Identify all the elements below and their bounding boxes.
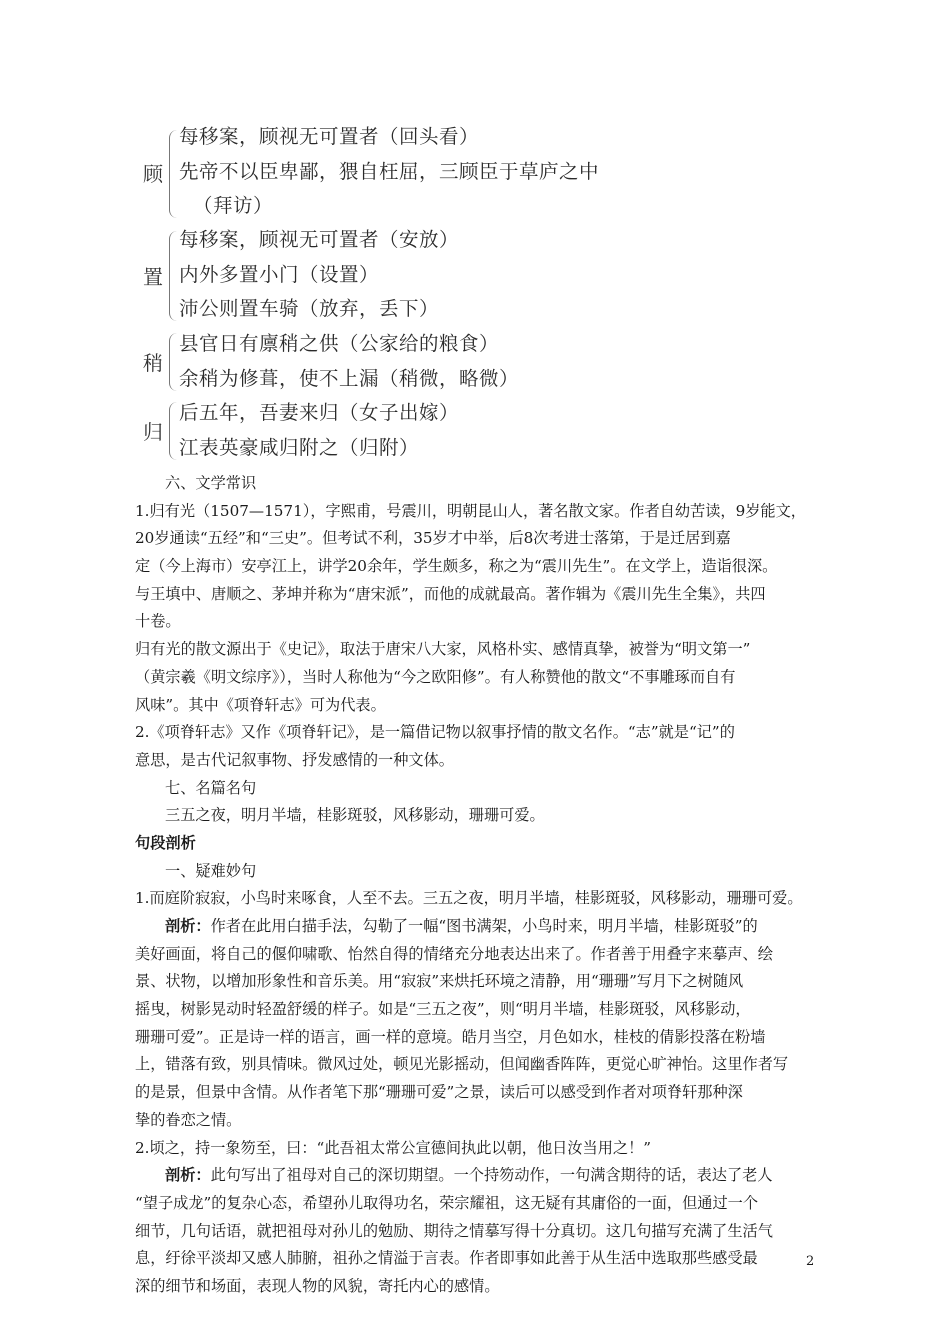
- text-line: 风味”。其中《项脊轩志》可为代表。: [135, 695, 386, 714]
- vocab-line: 江表英豪咸归附之（归附）: [179, 435, 420, 459]
- vocab-line: 每移案，顾视无可置者（安放）: [179, 228, 460, 251]
- text-line: 上，错落有致，别具情味。微风过处，顿见光影摇动，但闻幽香阵阵，更觉心旷神怡。这里作者写: [135, 1055, 789, 1074]
- text-line: “望子成龙”的复杂心态，希望孙儿取得功名，荣宗耀祖，这无疑有其庸俗的一面，但通过一个: [135, 1193, 759, 1212]
- body-text: [135, 470, 825, 1301]
- brace-icon: [169, 333, 177, 391]
- text-line: 2.《项脊轩志》又作《项脊轩记》，是一篇借记物以叙事抒情的散文名作。“志”就是“记”的: [135, 723, 735, 742]
- vocab-line: 县官日有廪稍之供（公家给的粮食）: [179, 332, 500, 355]
- vocab-char: 顾: [143, 162, 163, 186]
- vocab-line: （拜访）: [193, 194, 274, 217]
- vocab-group-shao: [135, 327, 855, 396]
- text-line: 的是景，但景中含情。从作者笔下那“珊珊可爱”之景，读后可以感受到作者对项脊轩那种深: [135, 1083, 743, 1102]
- vocab-line: 余稍为修葺，使不上漏（稍微，略微）: [179, 366, 520, 390]
- analysis-label: 剖析：: [165, 917, 211, 935]
- text-line: 归有光的散文源出于《史记》，取法于唐宋八大家，风格朴实、感情真挚，被誉为“明文第一”: [135, 640, 751, 659]
- vocab-group-gui: [135, 396, 855, 465]
- text-line: 深的细节和场面，表现人物的风貌，寄托内心的感情。: [135, 1276, 500, 1295]
- analysis-heading: 句段剖析: [135, 833, 196, 852]
- analysis-line: [135, 913, 825, 941]
- vocab-group-gu: [135, 120, 855, 223]
- text-line: 美好画面，将自己的偃仰啸歌、怡然自得的情绪充分地表达出来了。作者善于用叠字来摹声、绘: [135, 944, 773, 963]
- text-line: （黄宗羲《明文综序》），当时人称他为“今之欧阳修”。有人称赞他的散文“不事雕琢而自有: [135, 667, 736, 686]
- vocab-line: 先帝不以臣卑鄙，猥自枉屈，三顾臣于草庐之中: [179, 159, 600, 183]
- vocab-char: 稍: [143, 351, 163, 375]
- vocab-group-zhi: [135, 223, 855, 327]
- page-number: 2: [806, 1254, 815, 1269]
- famous-quote: 三五之夜，明月半墙，桂影斑驳，风移影动，珊珊可爱。: [165, 806, 545, 825]
- text-line: 十卷。: [135, 612, 181, 631]
- text-line: 挚的眷恋之情。: [135, 1110, 242, 1129]
- text-line: 1.归有光（1507—1571），字熙甫，号震川，明朝昆山人，著名散文家。作者自幼苦读，9岁能文，: [135, 501, 806, 520]
- analysis-label: 剖析：: [165, 1166, 211, 1185]
- vocab-line: 后五年，吾妻来归（女子出嫁）: [179, 401, 460, 424]
- analysis-text: 作者在此用白描手法，勾勒了一幅“图书满架，小鸟时来，明月半墙，桂影斑驳”的: [210, 917, 758, 935]
- section-heading: 六、文学常识: [165, 474, 257, 492]
- text-line: 摇曳，树影晃动时轻盈舒缓的样子。如是“三五之夜”，则“明月半墙，桂影斑驳，风移影动，: [135, 1000, 751, 1019]
- brace-icon: [169, 231, 177, 321]
- text-line: 珊珊可爱”。正是诗一样的语言，画一样的意境。皓月当空，月色如水，桂枝的倩影投落在粉墙: [135, 1027, 766, 1046]
- text-line: 与王填中、唐顺之、茅坤并称为“唐宋派”，而他的成就最高。著作辑为《震川先生全集》，共四: [135, 584, 766, 603]
- brace-icon: [169, 402, 177, 460]
- sentence-item: 1.而庭阶寂寂，小鸟时来啄食，人至不去。三五之夜，明月半墙，桂影斑驳，风移影动，珊珊可爱。: [135, 889, 803, 908]
- text-line: 意思，是古代记叙事物、抒发感情的一种文体。: [135, 750, 454, 769]
- vocab-line: 每移案，顾视无可置者（回头看）: [179, 125, 480, 148]
- text-line: 20岁通读“五经”和“三史”。但考试不利，35岁才中举，后8次考进士落第，于是迁居到嘉: [135, 529, 731, 548]
- vocab-line: 沛公则置车骑（放弃，丢下）: [179, 297, 440, 320]
- vocab-line: 内外多置小门（设置）: [179, 262, 380, 286]
- analysis-subheading: 一、疑难妙句: [165, 861, 257, 880]
- analysis-text: 此句写出了祖母对自己的深切期望。一个持笏动作，一句满含期待的话，表达了老人: [210, 1166, 773, 1185]
- section-heading: 七、名篇名句: [165, 778, 257, 797]
- analysis-line: [135, 1162, 825, 1190]
- text-line: 景、状物，以增加形象性和音乐美。用“寂寂”来烘托环境之清静，用“珊珊”写月下之树随风: [135, 972, 744, 991]
- vocab-section: [135, 120, 855, 465]
- text-line: 定（今上海市）安亭江上，讲学20余年，学生颇多，称之为“震川先生”。在文学上，造诣很深。: [135, 557, 778, 576]
- text-line: 细节，几句话语，就把祖母对孙儿的勉励、期待之情摹写得十分真切。这几句描写充满了生活气: [135, 1221, 773, 1240]
- vocab-char: 归: [143, 420, 163, 444]
- brace-icon: [169, 130, 177, 218]
- vocab-char: 置: [143, 265, 163, 289]
- text-line: 息，纡徐平淡却又感人肺腑，祖孙之情溢于言表。作者即事如此善于从生活中选取那些感受最: [135, 1249, 758, 1268]
- sentence-item: 2.顷之，持一象笏至，曰：“此吾祖太常公宣德间执此以朝，他日汝当用之！”: [135, 1138, 652, 1157]
